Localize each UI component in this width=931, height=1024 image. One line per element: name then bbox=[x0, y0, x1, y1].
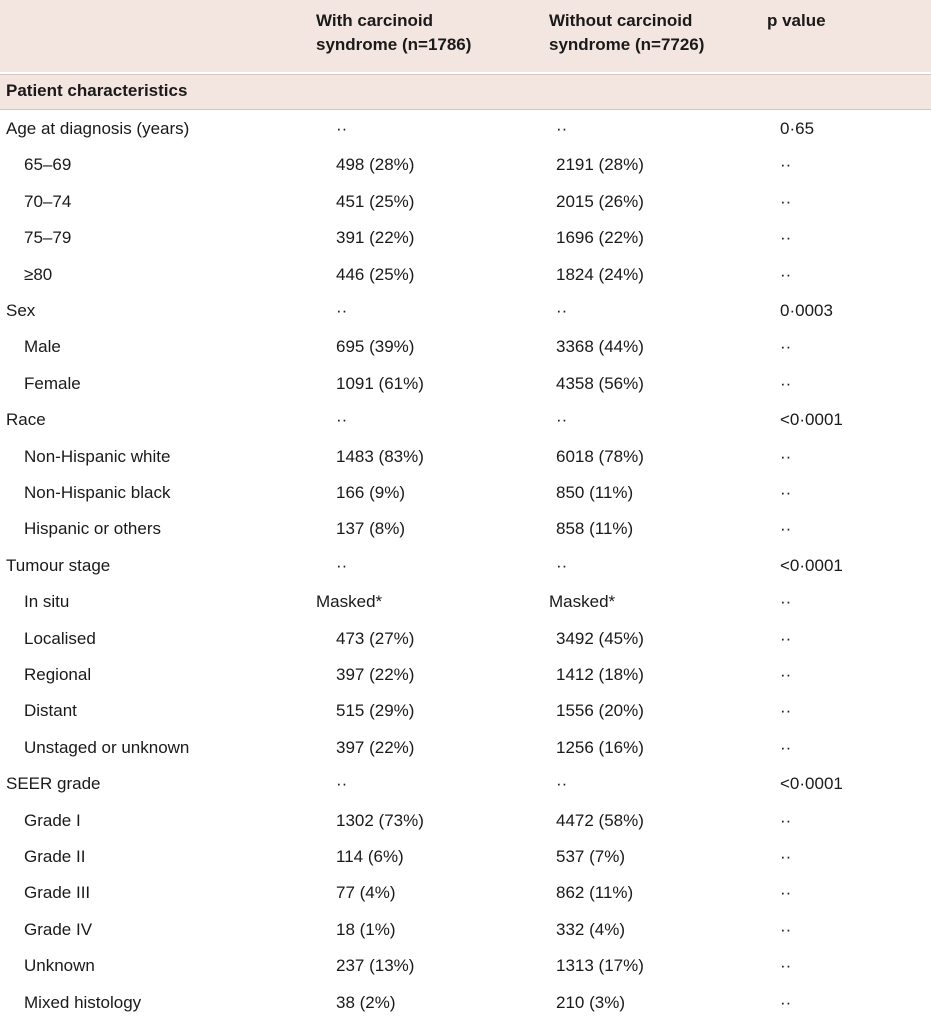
table-row bbox=[0, 875, 931, 911]
header-without-carcinoid bbox=[549, 9, 704, 57]
with-carcinoid-value: 695 (39%) bbox=[336, 337, 415, 357]
p-value: ·· bbox=[780, 519, 792, 539]
with-carcinoid-value: 391 (22%) bbox=[336, 228, 415, 248]
header-without-carcinoid-line2: syndrome (n=7726) bbox=[549, 35, 705, 54]
with-carcinoid-value: 166 (9%) bbox=[336, 483, 405, 502]
p-value: ·· bbox=[780, 155, 792, 175]
with-carcinoid-value: 237 (13%) bbox=[336, 956, 415, 976]
row-label: Grade I bbox=[24, 810, 81, 830]
p-value: ·· bbox=[780, 919, 792, 939]
row-label: Grade II bbox=[24, 847, 86, 866]
row-label: Unknown bbox=[24, 956, 95, 976]
with-carcinoid-value: ·· bbox=[336, 774, 348, 794]
row-label: Sex bbox=[6, 301, 36, 320]
without-carcinoid-value: 332 (4%) bbox=[556, 919, 625, 939]
row-label: 65–69 bbox=[24, 155, 72, 175]
section-title: Patient characteristics bbox=[6, 81, 188, 100]
table-row bbox=[0, 329, 931, 365]
p-value: ·· bbox=[780, 592, 792, 612]
without-carcinoid-value: 2191 (28%) bbox=[556, 155, 644, 175]
table-row bbox=[0, 147, 931, 183]
without-carcinoid-value: 1412 (18%) bbox=[556, 665, 644, 684]
table-row bbox=[0, 511, 931, 547]
row-label: Mixed histology bbox=[24, 992, 142, 1012]
table-row bbox=[0, 657, 931, 693]
without-carcinoid-value: 850 (11%) bbox=[556, 483, 634, 502]
without-carcinoid-value: 1256 (16%) bbox=[556, 737, 644, 757]
p-value: 0·65 bbox=[780, 119, 815, 138]
p-value: ·· bbox=[780, 665, 792, 684]
without-carcinoid-value: 1824 (24%) bbox=[556, 264, 644, 284]
table-row bbox=[0, 439, 931, 475]
with-carcinoid-value: Masked* bbox=[316, 592, 383, 612]
with-carcinoid-value: 498 (28%) bbox=[336, 155, 415, 175]
without-carcinoid-value: 3368 (44%) bbox=[556, 337, 644, 357]
header-with-carcinoid-line2: syndrome (n=1786) bbox=[316, 35, 472, 54]
without-carcinoid-value: 6018 (78%) bbox=[556, 446, 644, 466]
table-row bbox=[0, 293, 931, 329]
with-carcinoid-value: 515 (29%) bbox=[336, 701, 415, 721]
p-value: ·· bbox=[780, 446, 792, 466]
p-value: ·· bbox=[780, 628, 792, 648]
table-row bbox=[0, 948, 931, 984]
with-carcinoid-value: 38 (2%) bbox=[336, 992, 396, 1012]
without-carcinoid-value: ·· bbox=[556, 119, 568, 138]
row-label: Hispanic or others bbox=[24, 519, 162, 539]
without-carcinoid-value: Masked* bbox=[549, 592, 616, 612]
without-carcinoid-value: ·· bbox=[556, 774, 568, 794]
header-p-value-label: p value bbox=[767, 11, 826, 30]
p-value: ·· bbox=[780, 956, 792, 976]
with-carcinoid-value: ·· bbox=[336, 410, 348, 430]
header-with-carcinoid bbox=[316, 9, 471, 57]
row-label: ≥80 bbox=[24, 264, 53, 284]
with-carcinoid-value: ·· bbox=[336, 119, 348, 138]
with-carcinoid-value: 397 (22%) bbox=[336, 737, 415, 757]
without-carcinoid-value: 3492 (45%) bbox=[556, 628, 644, 648]
table-row bbox=[0, 839, 931, 875]
with-carcinoid-value: 446 (25%) bbox=[336, 264, 415, 284]
without-carcinoid-value: 4358 (56%) bbox=[556, 373, 644, 393]
p-value: ·· bbox=[780, 810, 792, 830]
without-carcinoid-value: 1556 (20%) bbox=[556, 701, 644, 721]
with-carcinoid-value: 18 (1%) bbox=[336, 919, 396, 939]
row-label: Localised bbox=[24, 628, 96, 648]
table-row bbox=[0, 548, 931, 584]
p-value: ·· bbox=[780, 264, 792, 284]
table-row bbox=[0, 366, 931, 402]
table-row bbox=[0, 475, 931, 511]
row-label: Non-Hispanic white bbox=[24, 446, 171, 466]
with-carcinoid-value: 473 (27%) bbox=[336, 628, 415, 648]
row-label: Unstaged or unknown bbox=[24, 737, 190, 757]
header-without-carcinoid-line1: Without carcinoid bbox=[549, 11, 693, 30]
without-carcinoid-value: 858 (11%) bbox=[556, 519, 634, 539]
row-label: Male bbox=[24, 337, 61, 357]
with-carcinoid-value: 1483 (83%) bbox=[336, 446, 424, 466]
row-label: Age at diagnosis (years) bbox=[6, 119, 190, 138]
row-label: In situ bbox=[24, 592, 70, 612]
p-value: 0·0003 bbox=[780, 301, 833, 320]
row-label: Grade III bbox=[24, 883, 91, 903]
p-value: ·· bbox=[780, 992, 792, 1012]
without-carcinoid-value: 2015 (26%) bbox=[556, 191, 644, 211]
without-carcinoid-value: 537 (7%) bbox=[556, 847, 625, 866]
without-carcinoid-value: 210 (3%) bbox=[556, 992, 625, 1012]
without-carcinoid-value: 1696 (22%) bbox=[556, 228, 644, 248]
p-value: ·· bbox=[780, 701, 792, 721]
with-carcinoid-value: ·· bbox=[336, 301, 348, 320]
table-row bbox=[0, 730, 931, 766]
p-value: ·· bbox=[780, 483, 792, 502]
table-row bbox=[0, 985, 931, 1021]
with-carcinoid-value: 137 (8%) bbox=[336, 519, 405, 539]
p-value: ·· bbox=[780, 847, 792, 866]
row-label: Regional bbox=[24, 665, 92, 684]
p-value: ·· bbox=[780, 737, 792, 757]
with-carcinoid-value: 77 (4%) bbox=[336, 883, 396, 903]
without-carcinoid-value: ·· bbox=[556, 410, 568, 430]
p-value: ·· bbox=[780, 337, 792, 357]
table-row bbox=[0, 184, 931, 220]
section-header bbox=[0, 74, 931, 110]
table-row bbox=[0, 257, 931, 293]
p-value: ·· bbox=[780, 883, 792, 903]
with-carcinoid-value: 1302 (73%) bbox=[336, 810, 424, 830]
table-row bbox=[0, 402, 931, 438]
table-row bbox=[0, 803, 931, 839]
with-carcinoid-value: 114 (6%) bbox=[336, 847, 404, 866]
without-carcinoid-value: ·· bbox=[556, 301, 568, 320]
table-row bbox=[0, 693, 931, 729]
with-carcinoid-value: 451 (25%) bbox=[336, 191, 415, 211]
table-header bbox=[0, 0, 931, 72]
with-carcinoid-value: ·· bbox=[336, 555, 348, 575]
row-label: Race bbox=[6, 410, 46, 430]
table-row bbox=[0, 111, 931, 147]
table-row bbox=[0, 912, 931, 948]
without-carcinoid-value: 1313 (17%) bbox=[556, 956, 644, 976]
p-value: <0·0001 bbox=[780, 555, 843, 575]
with-carcinoid-value: 397 (22%) bbox=[336, 665, 415, 684]
row-label: Grade IV bbox=[24, 919, 93, 939]
p-value: <0·0001 bbox=[780, 410, 843, 430]
row-label: SEER grade bbox=[6, 774, 101, 794]
table-row bbox=[0, 584, 931, 620]
row-label: 75–79 bbox=[24, 228, 72, 248]
p-value: ·· bbox=[780, 191, 792, 211]
row-label: Non-Hispanic black bbox=[24, 483, 171, 502]
row-label: Female bbox=[24, 373, 81, 393]
without-carcinoid-value: 4472 (58%) bbox=[556, 810, 644, 830]
row-label: 70–74 bbox=[24, 191, 72, 211]
p-value: ·· bbox=[780, 228, 792, 248]
header-p-value bbox=[767, 9, 826, 33]
header-with-carcinoid-line1: With carcinoid bbox=[316, 11, 433, 30]
table-row bbox=[0, 220, 931, 256]
with-carcinoid-value: 1091 (61%) bbox=[336, 373, 424, 393]
without-carcinoid-value: 862 (11%) bbox=[556, 883, 634, 903]
table-row bbox=[0, 766, 931, 802]
without-carcinoid-value: ·· bbox=[556, 555, 568, 575]
p-value: ·· bbox=[780, 373, 792, 393]
p-value: <0·0001 bbox=[780, 774, 843, 794]
row-label: Distant bbox=[24, 701, 77, 721]
table-row bbox=[0, 621, 931, 657]
row-label: Tumour stage bbox=[6, 555, 111, 575]
